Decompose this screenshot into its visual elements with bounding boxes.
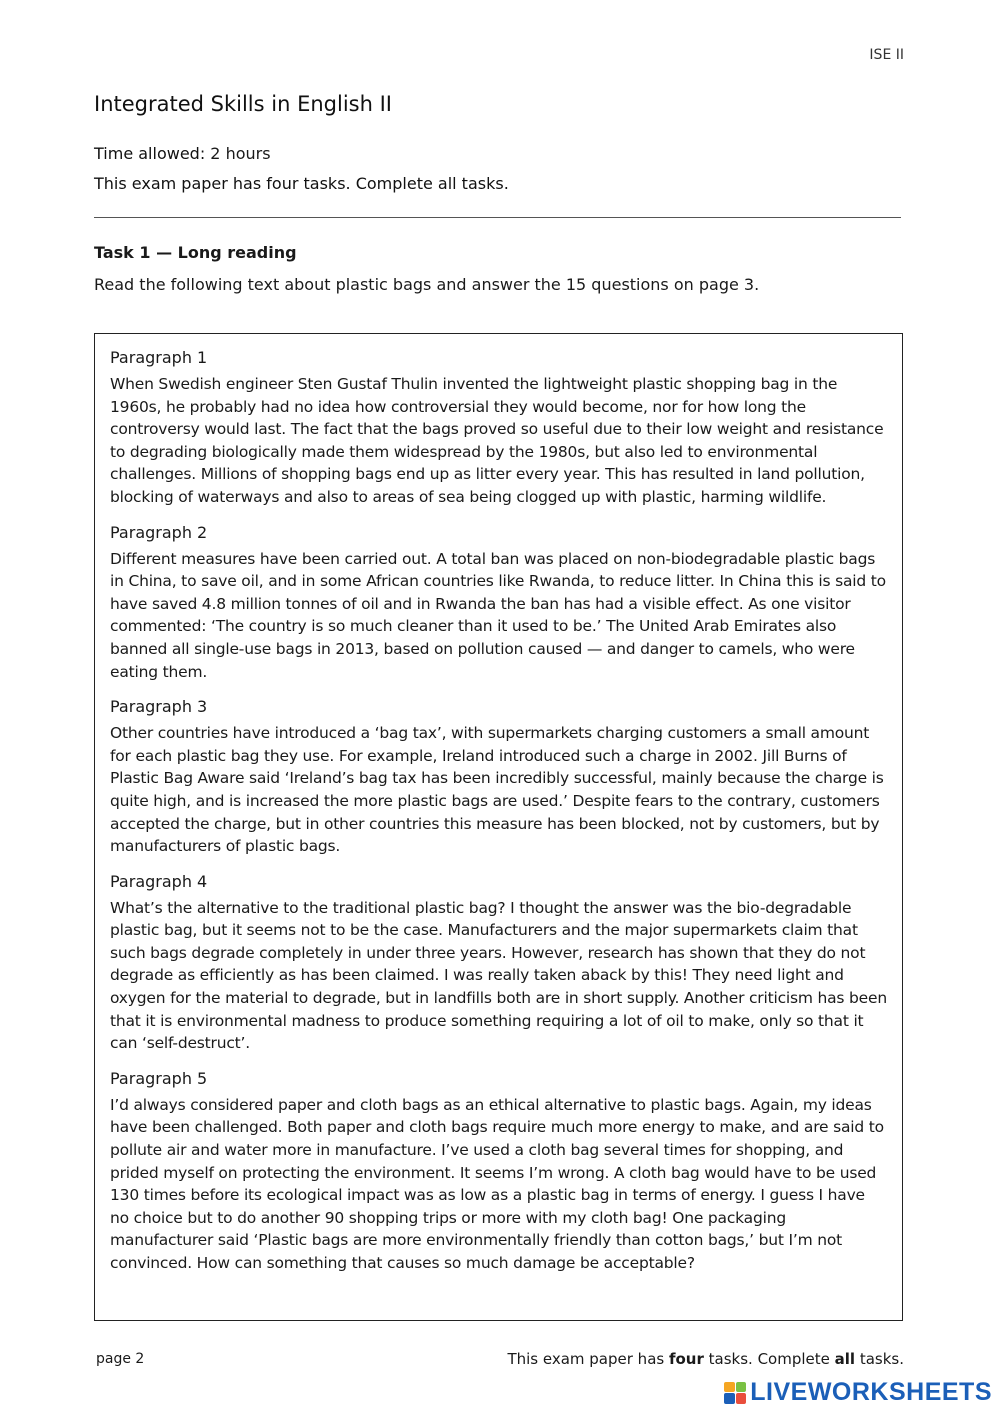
header-code: ISE II [869,47,904,63]
footer-note-emphasis: all [834,1350,856,1368]
paragraph-body: What’s the alternative to the traditional plastic bag? I thought the answer was the bio-degradable plastic bag, but it seems not to be the case. Manufacturers and the major supermarkets claim that such bags degrade completely in under three years. However, research has shown that they do not degrade as efficiently as has been claimed. I was really taken aback by this! They need light and oxygen for the material to degrade, but in landfills both are in short supply. Another criticism has been that it is environmental madness to produce something requiring a lot of oil to make, only so that it can ‘self-destruct’. [110,898,887,1053]
paragraph-1 [110,347,887,509]
liveworksheets-logo-icon [724,1382,746,1404]
paragraph-5 [110,1068,887,1275]
liveworksheets-watermark[interactable] [724,1378,992,1407]
time-allowed-label: Time allowed: [94,144,206,163]
time-allowed [94,144,271,163]
footer-page-number: page 2 [96,1351,145,1367]
paragraph-heading: Paragraph 3 [110,697,208,717]
task-heading: Task 1 — Long reading [94,243,297,262]
footer-note-text: This exam paper has [507,1350,669,1368]
reading-text-box [94,333,903,1321]
paragraph-2 [110,522,887,684]
footer-note-emphasis: four [668,1350,704,1368]
paragraph-heading: Paragraph 5 [110,1068,208,1088]
task-intro: Read the following text about plastic bags and answer the 15 questions on page 3. [94,275,760,294]
paragraph-heading: Paragraph 1 [110,348,208,367]
footer-note [507,1350,904,1368]
exam-instructions: This exam paper has four tasks. Complete all tasks. [94,174,509,193]
paragraph-4 [110,871,887,1055]
paragraph-body: Other countries have introduced a ‘bag tax’, with supermarkets charging customers a small amount for each plastic bag they use. For example, Ireland introduced such a charge in 2002. Jill Burns of Plastic Bag Aware said ‘Ireland’s bag tax has been incredibly successful, mainly because the charge is quite high, and is increased the more plastic bags are used.’ Despite fears to the contrary, customers accepted the charge, but in other countries this measure has been blocked, not by customers, but by manufacturers of plastic bags. [110,724,884,856]
paragraph-body: When Swedish engineer Sten Gustaf Thulin invented the lightweight plastic shopping bag in the 1960s, he probably had no idea how controversial they would become, nor for how long the controversy would last. The fact that the bags proved so useful due to their low weight and resistance to degrading biologically made them widespread by the 1980s, but also led to environmental challenges. Millions of shopping bags end up as litter every year. This has resulted in land pollution, blocking of waterways and also to areas of sea being clogged up with plastic, harming wildlife. [110,375,884,506]
watermark-text: LIVEWORKSHEETS [750,1378,992,1406]
footer-note-text: tasks. Complete [703,1350,835,1368]
footer-note-text: tasks. [855,1350,904,1368]
paragraph-body: Different measures have been carried out. A total ban was placed on non-biodegradable plastic bags in China, to save oil, and in some African countries like Rwanda, to reduce litter. In China this is said to have saved 4.8 million tonnes of oil and in Rwanda the ban has had a visible effect. As one visitor commented: ‘The country is so much cleaner than it used to be.’ The United Arab Emirates also banned all single-use bags in 2013, based on pollution caused — and danger to camels, who were eating them. [110,549,886,681]
divider [94,217,901,218]
paragraph-3 [110,696,887,858]
page-title: Integrated Skills in English II [94,92,392,116]
paragraph-body: I’d always considered paper and cloth bags as an ethical alternative to plastic bags. Again, my ideas have been challenged. Both paper and cloth bags require much more energy to make, and are said to pollute air and water more in manufacture. I’ve used a cloth bag several times for shopping, and prided myself on protecting the environment. It seems I’m wrong. A cloth bag would have to be used 130 times before its ecological impact was as low as a plastic bag in terms of energy. I guess I have no choice but to do another 90 shopping trips or more with my cloth bag! One packaging manufacturer said ‘Plastic bags are more environmentally friendly than cotton bags,’ but I’m not convinced. How can something that causes so much damage be acceptable? [110,1095,884,1272]
paragraph-heading: Paragraph 2 [110,522,208,542]
paragraph-heading: Paragraph 4 [110,871,208,891]
time-allowed-value: 2 hours [210,144,271,163]
